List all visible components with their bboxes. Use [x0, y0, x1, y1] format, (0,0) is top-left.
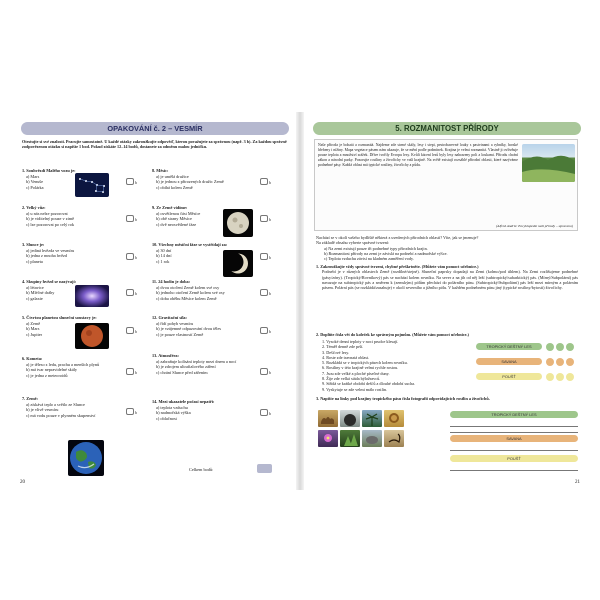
photo-8-scorpion — [384, 430, 404, 447]
constellation-image — [75, 173, 109, 197]
photo-7-elephant — [362, 430, 382, 447]
task-2-item: 2. Téměř denně zde prší. — [322, 344, 364, 350]
question-title: 6. Kometa: — [22, 356, 43, 361]
option: c) planeta — [26, 258, 43, 264]
answer-box-12[interactable] — [260, 327, 268, 334]
option: a) osvětlenou část Měsíce — [156, 210, 201, 216]
answer-line[interactable] — [450, 426, 578, 427]
task-2-item: 9. Střídá se krátké období dešťů a dlouhé období sucha. — [322, 381, 416, 387]
answer-suffix: b — [135, 218, 137, 222]
question-6 — [22, 356, 140, 378]
task-1-title: 1. Zakroužkujte vždy správné tvrzení, chybné přeškrtněte. (Můžete vám pomoct učebnice.) — [316, 264, 479, 269]
answer-suffix: b — [269, 412, 271, 416]
answer-circle[interactable] — [566, 343, 574, 351]
question-12 — [152, 315, 272, 337]
photo-4-lion — [384, 410, 404, 427]
task-2-item: 5. Rozkládá se v tropických pásech kolem rovníku. — [322, 360, 408, 366]
option: c) dvě neosvětlené fáze — [156, 221, 197, 227]
elephant-icon — [362, 430, 382, 447]
question-2 — [22, 205, 140, 227]
left-page — [12, 112, 296, 490]
left-header: OPAKOVÁNÍ č. 2 – VESMÍR — [21, 122, 289, 135]
answer-box-13[interactable] — [260, 368, 268, 375]
note-option-c: c) Teplota vzduchu závisí na kladném zaměření vody. — [324, 256, 414, 262]
answer-suffix: b — [269, 330, 271, 334]
answer-box-5[interactable] — [126, 327, 134, 334]
option: c) obíhá kolem Země — [156, 184, 193, 190]
option: b) je jednou z přirozených družic Země — [156, 179, 224, 184]
option: b) obě strany Měsíce — [156, 216, 192, 221]
question-title: 13. Atmosféra: — [152, 353, 179, 358]
option: a) dvou otočení Země kolem své osy — [156, 284, 220, 290]
reading-text: Naše příroda je bohatá a rozmanitá. Najdeme zde strmé skály, lesy i stepi, pestrobarevné louky s pastvinami a rybníky, horské hřebeny i nížiny. Mapa vegetace pásem nám ukazuje, že se mění podle podmínek. Krajina je velmi rozmanitá. Vlastně ji ovlivňuje pouze teplota a množství srážek. Dříve tvořily Evropu lesy. Kvůli kácení lesů byly lesy nahrazeny poli a loukami. Přírodu chrání zákon a národní parky. Pozorujte rostliny a živočichy ve vaší krajině. Na světě existují rozsáhlé přírodní oblasti, které nazýváme podnebné pásy. Každá oblast má typické rostliny, živočichy a půdu. — [318, 143, 518, 167]
answer-circle[interactable] — [556, 343, 564, 351]
option: a) létavice — [26, 284, 44, 290]
moon-image — [223, 209, 253, 237]
option: b) je zdrojem ultrafialového záření — [156, 364, 216, 369]
answer-box-3[interactable] — [126, 253, 134, 260]
label-rainforest: TROPICKÝ DEŠTNÝ LES — [450, 411, 578, 418]
landscape-image — [522, 144, 575, 182]
answer-box-10[interactable] — [260, 253, 268, 260]
book-gutter — [296, 112, 304, 490]
question-title: 10. Všechny měsíční fáze se vystřídají za: — [152, 242, 228, 247]
page-number-right: 21 — [575, 480, 580, 485]
question-title: 3. Slunce je: — [22, 242, 45, 247]
crescent-moon-icon — [223, 250, 253, 277]
option: a) je umělá družice — [156, 173, 189, 179]
option: b) jednoho otočení Země kolem své osy — [156, 290, 225, 295]
answer-suffix: b — [269, 218, 271, 222]
photo-3-palms — [362, 410, 382, 427]
answer-suffix: b — [135, 181, 137, 185]
option: c) 1 rok — [156, 258, 170, 264]
question-title: 11. 24 hodin je doba: — [152, 279, 191, 284]
constellation-icon — [75, 173, 109, 197]
book-spread — [12, 112, 588, 490]
answer-box-11[interactable] — [260, 289, 268, 296]
question-title: 5. Čtvrtou planetou sluneční soustavy je: — [22, 315, 97, 320]
crescent-moon-image — [223, 250, 253, 277]
earth-icon — [68, 440, 104, 476]
task-2-item: 7. Jsou zde velké a ploché písečné duny. — [322, 370, 390, 376]
option: b) je vlivě vesmíru — [26, 407, 59, 412]
question-title: 14. Mezi ukazatele počasí nepatří: — [152, 399, 215, 404]
option: a) u nás nelze pozorovat — [26, 210, 68, 216]
option: c) má vodu pouze v plynném skupenství — [26, 412, 96, 418]
answer-box-1[interactable] — [126, 178, 134, 185]
task-2-item: 3. Dešťové lesy. — [322, 349, 350, 355]
option: a) 30 dní — [156, 247, 172, 253]
answer-suffix: b — [269, 256, 271, 260]
zone-bar-rainforest: TROPICKÝ DEŠTNÝ LES — [476, 343, 542, 350]
answer-circle[interactable] — [546, 373, 554, 381]
question-title: 2. Velký vůz: — [22, 205, 46, 210]
option: c) je pouze vlastností Země — [156, 331, 204, 337]
label-savanna: SAVANA — [450, 435, 578, 442]
answer-suffix: b — [269, 371, 271, 375]
answer-box-9[interactable] — [260, 215, 268, 222]
option: b) je viditelný pouze v zimě — [26, 216, 75, 221]
answer-box-2[interactable] — [126, 215, 134, 222]
task-2-item: 9. Vyskytuje se zde velmi málo rostlin. — [322, 386, 388, 392]
option: c) chrání Slunce před zářením — [156, 369, 208, 375]
answer-circle[interactable] — [546, 343, 554, 351]
answer-suffix: b — [135, 330, 137, 334]
orchid-icon — [318, 430, 338, 447]
question-11 — [152, 279, 272, 301]
note-1: Nachází se v okolí vašeho bydliště některá z uvedených přírodních oblastí? Víte, jak se jmenuje? — [316, 235, 479, 240]
mars-icon — [75, 323, 109, 349]
right-page — [304, 112, 588, 490]
answer-circle[interactable] — [566, 373, 574, 381]
question-8 — [152, 168, 272, 190]
answer-suffix: b — [135, 411, 137, 415]
question-13 — [152, 353, 260, 375]
option: a) teplota vzduchu — [156, 404, 188, 410]
option: a) řídí pohyb vesmíru — [156, 320, 194, 326]
answer-suffix: b — [135, 292, 137, 296]
answer-suffix: b — [269, 181, 271, 185]
answer-circle[interactable] — [566, 358, 574, 366]
question-7 — [22, 396, 112, 418]
task-1 — [316, 264, 578, 290]
option: b) má tvar nepravidelné skály — [26, 367, 78, 372]
reading-text-box — [314, 139, 578, 231]
question-3 — [22, 242, 140, 264]
answer-suffix: b — [269, 292, 271, 296]
question-title: 9. Ze Země vidíme: — [152, 205, 188, 210]
option: b) Mars — [26, 326, 40, 331]
task-3-title: 3. Napište na linky pod krajiny tropického pásu čísla fotografií odpovídajících rostlin a živočichů. — [316, 396, 490, 401]
lion-icon — [384, 410, 404, 427]
right-header: 5. ROZMANITOST PŘÍRODY — [313, 122, 581, 135]
question-14 — [152, 399, 260, 421]
task-2-item: 6. Rostliny v této krajině velmi rychle rostou. — [322, 365, 399, 371]
gorilla-icon — [340, 410, 360, 427]
zone-bar-savanna: SAVANA — [476, 358, 542, 365]
mars-image — [75, 323, 109, 349]
option: c) doba oběhu Měsíce kolem Země — [156, 295, 217, 301]
photo-1-camels — [318, 410, 338, 427]
option: b) je vzájemné odpuzování dvou těles — [156, 326, 222, 331]
label-desert: POUŠŤ — [450, 455, 578, 462]
answer-line[interactable] — [450, 432, 578, 433]
total-points-box[interactable] — [257, 464, 272, 473]
answer-suffix: b — [135, 371, 137, 375]
palm-icon — [362, 410, 382, 427]
question-title: 12. Gravitační síla: — [152, 315, 187, 320]
task-2-item: 4. Roste zde travnatá oblast. — [322, 354, 370, 360]
question-9 — [152, 205, 272, 227]
question-title: 1. Souhvězdí Malého vozu je: — [22, 168, 76, 173]
answer-box-7[interactable] — [126, 408, 134, 415]
option: b) nadmořská výška — [156, 410, 191, 415]
note-2: Na základě obsahu vyberte správné tvrzení: — [316, 240, 390, 246]
answer-box-14[interactable] — [260, 409, 268, 416]
landscape-icon — [522, 144, 575, 182]
task-2-item: 1. Vysoké denní teploty v noci prudce klesají. — [322, 339, 399, 344]
option: c) lze pozorovat po celý rok — [26, 221, 75, 227]
task-1-text: Podnebí je v různých oblastech Země (rozdílné/stejné). Sluneční paprsky dopadají na Zemi (kolmo/pod úhlem). Na Zemi rozlišujeme podnebné (pásy/zóny). (Tropický/Rovníkový) pás se nachází kolem rovníku. Na sever a na jih od něj leží (subtropický/subarktický) pás. (Mírný/Subpolární) pás navazuje na subtropický pás a směrem k (zemským) pólům přechází do polárního pásu. (Subtropický/Subpolární) pás leží mezi mírným a polárním pásem. Polární pás (se rozkládá/zasahuje) v okolí severního a jižního pólu. V každém podnebném pásu jiný (typické rostliny/bytosti) živočichy. — [322, 269, 578, 291]
answer-circle[interactable] — [556, 358, 564, 366]
answer-circle[interactable] — [556, 373, 564, 381]
note-option-a: a) Na zemi existují pouze tři podnebné typy přírodních krajin. — [324, 245, 428, 251]
photo-2-gorilla — [340, 410, 360, 427]
question-10 — [152, 242, 272, 264]
option: b) jedna z mnoha hvězd — [26, 253, 68, 258]
note-option-b: b) Rozmanitost přírody na zemi je závislá na podnebí a nadmořské výšce. — [324, 250, 448, 256]
task-2-list — [322, 339, 472, 392]
option: c) je jedna z meteoroidů — [26, 372, 68, 378]
scorpion-icon — [384, 430, 404, 447]
answer-line[interactable] — [450, 450, 578, 451]
option: b) 14 dní — [156, 253, 172, 258]
earth-image — [68, 440, 104, 476]
page-number-left: 20 — [20, 480, 25, 485]
option: c) Jupiter — [26, 331, 43, 337]
galaxy-image — [75, 285, 109, 307]
answer-circle[interactable] — [546, 358, 554, 366]
option: c) galaxie — [26, 295, 43, 301]
question-title: 7. Země: — [22, 396, 38, 401]
answer-box-8[interactable] — [260, 178, 268, 185]
reading-caption: (Alfred Andrle: Encyklopedie naší přírody – upraveno) — [496, 224, 573, 228]
option: c) oblačnost — [156, 415, 177, 421]
photo-6-forest — [340, 430, 360, 447]
total-points-label: Celkem bodů: — [189, 467, 214, 472]
answer-box-6[interactable] — [126, 368, 134, 375]
notes-block — [316, 235, 578, 261]
option: a) získává teplo a světlo ze Slunce — [26, 401, 85, 407]
option: a) jediná hvězda ve vesmíru — [26, 247, 75, 253]
task-2-item: 8. Žije zde velká stáda býložravců. — [322, 376, 381, 382]
camel-icon — [318, 410, 338, 427]
option: a) Mars — [26, 173, 40, 179]
full-moon-icon — [223, 209, 253, 237]
question-title: 4. Skupiny hvězd se nazývají: — [22, 279, 77, 284]
answer-line[interactable] — [450, 470, 578, 471]
option: a) Země — [26, 320, 41, 326]
option: a) je těleso z ledu, prachu a menších plynů — [26, 361, 100, 367]
answer-suffix: b — [135, 256, 137, 260]
left-intro: Otestujte si své znalosti. Pracujte samostatně. U každé otázky zakroužkujte odpověď, kterou považujete za správnou (např. 3 b). Za každou správně zodpovězenou otázku si napište 1 bod. Pokud získáte 12–14 bodů, dostanete za odměnu malou jedničku. — [22, 139, 287, 150]
question-title: 8. Měsíc: — [152, 168, 169, 173]
option: c) Polárka — [26, 184, 44, 190]
photo-5-orchid — [318, 430, 338, 447]
answer-box-4[interactable] — [126, 289, 134, 296]
task-2-title: 2. Doplňte čísla vět do koleček ke správným pojmům. (Můžete vám pomoct učebnice.) — [316, 332, 469, 337]
option: b) Mléčné dráhy — [26, 290, 55, 295]
fern-icon — [340, 430, 360, 447]
option: a) zabraňuje kolísání teploty mezi dnem a nocí — [156, 358, 237, 364]
zone-bar-desert: POUŠŤ — [476, 373, 542, 380]
option: b) Venuše — [26, 179, 43, 184]
